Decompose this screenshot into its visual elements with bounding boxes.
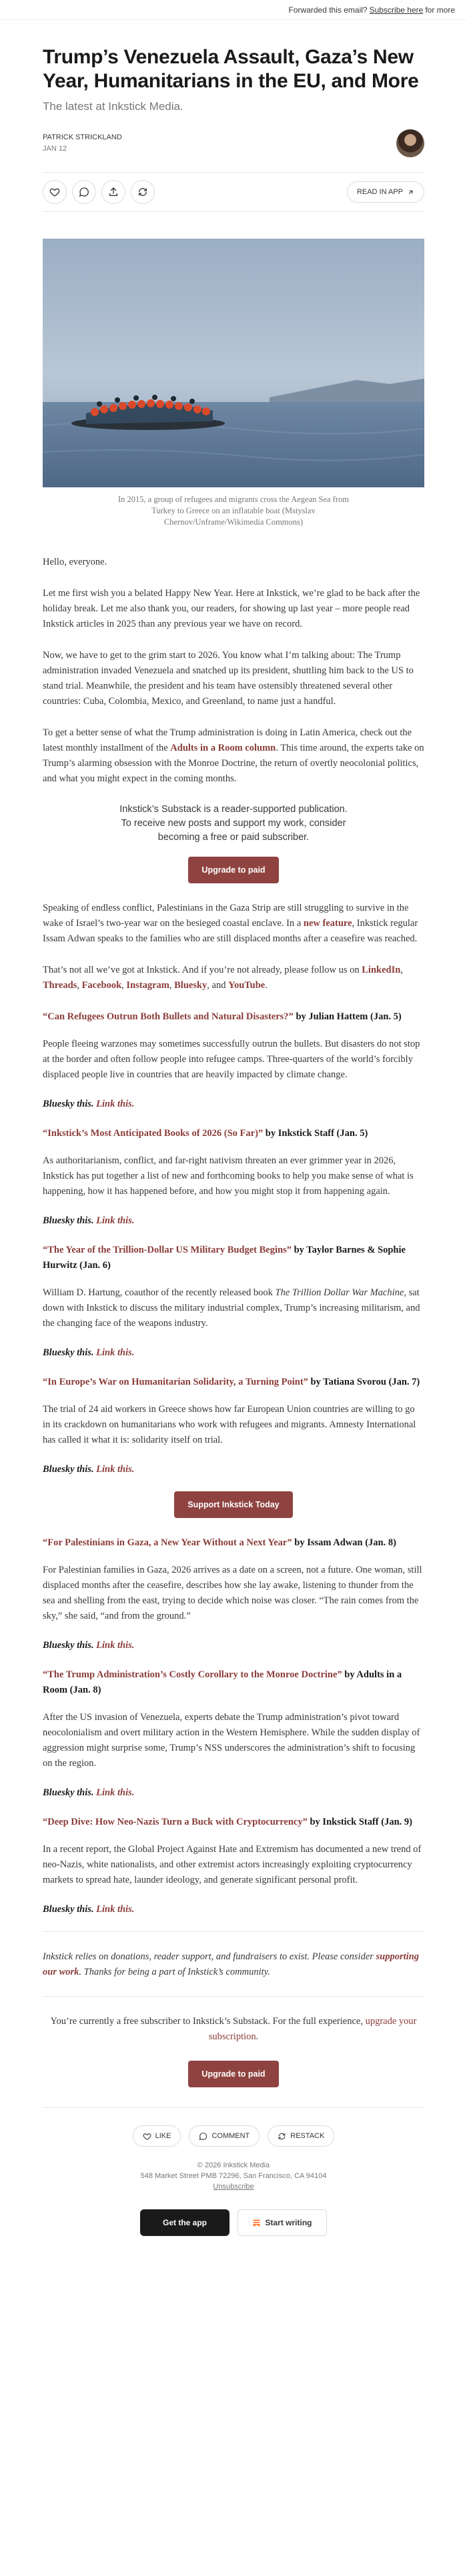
item-share-link[interactable]: Link this. (96, 1099, 135, 1109)
subscribe-link[interactable]: Subscribe here (369, 5, 424, 15)
divider (43, 2107, 424, 2108)
upgrade-to-paid-footer-button[interactable]: Upgrade to paid (188, 2061, 278, 2087)
item-share-line: Bluesky this. Link this. (43, 1787, 135, 1798)
heart-icon (49, 187, 60, 197)
item-share-link[interactable]: Link this. (96, 1904, 135, 1915)
item-share-line: Bluesky this. Link this. (43, 1464, 135, 1475)
bottom-actions (43, 2125, 424, 2147)
author-meta (43, 132, 122, 155)
email-content (43, 45, 424, 2236)
item-share-link[interactable]: Link this. (96, 1215, 135, 1226)
post-title[interactable]: Trump’s Venezuela Assault, Gaza’s New Year, Humanitarians in the EU, and More (43, 46, 419, 92)
get-the-app-button[interactable]: Get the app (140, 2209, 229, 2236)
item-share-line: Bluesky this. Link this. (43, 1215, 135, 1226)
comment-icon (199, 2132, 207, 2141)
item-share-line: Bluesky this. Link this. (43, 1099, 135, 1109)
item-share-line: Bluesky this. Link this. (43, 1904, 135, 1915)
read-in-app-button[interactable] (347, 181, 424, 203)
item-title: “The Year of the Trillion-Dollar US Military Budget Begins” by Taylor Barnes & Sophie Hurwitz (Jan. 6) (43, 1245, 406, 1271)
footer (43, 2160, 424, 2192)
forward-prefix: Forwarded this email? (288, 5, 368, 15)
author-name[interactable]: PATRICK STRICKLAND (43, 133, 122, 141)
item-summary: As authoritarianism, conflict, and far-right nativism threaten an ever grimmer year in 2026, Inkstick has put together a list of new and forthcoming books to help you make sense of what is happening, how it has happened before, and how you might stop it from happening again. (43, 1155, 414, 1197)
item-share-link[interactable]: Link this. (96, 1787, 135, 1798)
item-summary: William D. Hartung, coauthor of the recently released book The Trillion Dollar War Machine, sat down with Inkstick to discuss the military industrial complex, Trump’s increasing militarism, and the changing face of the weapons industry. (43, 1287, 420, 1329)
item-share-line: Bluesky this. Link this. (43, 1640, 135, 1651)
post-subtitle: The latest at Inkstick Media. (43, 100, 183, 113)
item-summary: In a recent report, the Global Project Against Hate and Extremism has documented a new trend of neo-Nazis, white nationalists, and other extremist actors increasingly exploiting cryptocurrency markets to spread hate, launder ideology, and generate significant personal profit. (43, 1844, 422, 1885)
supporting-our-work-link[interactable]: supporting our work (43, 1951, 420, 1977)
heart-icon (143, 2132, 151, 2141)
item-summary: For Palestinian families in Gaza, 2026 arrives as a date on a screen, not a future. One woman, still displaced months after the ceasefire, describes how she lay awake, listening to thunder from the sea and shelling from the east, trying to decide which noise was closer. “The rain comes from the sky,” she said, “and from the ground.” (43, 1565, 422, 1621)
item-summary: After the US invasion of Venezuela, experts debate the Trump administration’s pivot toward neocolonialism and overt military action in the Western Hemisphere. While the sudden display of aggression might surprise some, Trump’s NSS underscores the administration’s shift to focusing on the region. (43, 1712, 420, 1769)
paragraph-2: Now, we have to get to the grim start to 2026. You know what I’m talking about: The Trump administration invaded Venezuela and snatched up its president, shuttling him back to the US to stand trial. Meanwhile, the president and his team have ostensibly threatened several other countries: Cuba, Colombia, Mexico, and Greenland, to name just a handful. (43, 650, 414, 707)
subscribe-prompt (43, 803, 424, 883)
copyright: © 2026 Inkstick Media (197, 2161, 270, 2169)
share-icon (108, 187, 119, 197)
upgrade-to-paid-button[interactable]: Upgrade to paid (188, 857, 278, 883)
item-share-link[interactable]: Link this. (96, 1640, 135, 1651)
item-share-link[interactable]: Link this. (96, 1347, 135, 1358)
item-link[interactable]: “For Palestinians in Gaza, a New Year Without a Next Year” (43, 1537, 292, 1548)
restack-pill-button[interactable]: RESTACK (268, 2125, 334, 2147)
app-buttons (43, 2209, 424, 2236)
paragraph-3: To get a better sense of what the Trump administration is doing in Latin America, check out the latest monthly installment of the Adults in a Room column. This time around, the experts take on Trump’s alarming obsession with the Monroe Doctrine, the return of overtly neocolonial politics, and what you might expect in the coming months. (43, 727, 424, 784)
item-share-link[interactable]: Link this. (96, 1464, 135, 1475)
comment-button[interactable] (72, 180, 96, 204)
subscribe-line-1: Inkstick’s Substack is a reader-supported publication. (119, 804, 348, 815)
support-cta (43, 1491, 424, 1518)
restack-button[interactable] (131, 180, 155, 204)
item-link[interactable]: “The Year of the Trillion-Dollar US Military Budget Begins” (43, 1245, 292, 1255)
item-link[interactable]: “In Europe’s War on Humanitarian Solidarity, a Turning Point” (43, 1377, 308, 1387)
youtube-link[interactable]: YouTube (228, 980, 266, 991)
share-button[interactable] (101, 180, 125, 204)
action-bar (43, 172, 424, 212)
item-link[interactable]: “The Trump Administration’s Costly Corollary to the Monroe Doctrine” (43, 1669, 342, 1680)
threads-link[interactable]: Threads (43, 980, 77, 991)
free-subscriber-note: You’re currently a free subscriber to Inkstick’s Substack. For the full experience, upgrade your subscription. (50, 2016, 417, 2042)
address: 548 Market Street PMB 72296, San Francisco, CA 94104 (140, 2172, 327, 2180)
forward-suffix: for more (425, 5, 455, 15)
support-inkstick-button[interactable]: Support Inkstick Today (174, 1491, 292, 1518)
item-title: “Inkstick’s Most Anticipated Books of 2026 (So Far)” by Inkstick Staff (Jan. 5) (43, 1128, 368, 1139)
paragraph-4: Speaking of endless conflict, Palestinians in the Gaza Strip are still struggling to survive in the wake of Israel’s two-year war on the besieged coastal enclave. In a new feature, Inkstick regular Issam Adwan speaks to the families who are still displaced months after a ceasefire was reached. (43, 903, 418, 944)
new-feature-link[interactable]: new feature (303, 918, 352, 929)
greeting: Hello, everyone. (43, 557, 107, 567)
subscribe-line-2: To receive new posts and support my work, consider becoming a free or paid subscriber. (121, 818, 346, 843)
item-title: “Can Refugees Outrun Both Bullets and Natural Disasters?” by Julian Hattem (Jan. 5) (43, 1011, 402, 1022)
external-arrow-icon (407, 189, 414, 196)
hero-figure (43, 239, 424, 528)
like-button[interactable] (43, 180, 67, 204)
restack-icon (137, 187, 148, 197)
item-title: “For Palestinians in Gaza, a New Year Without a Next Year” by Issam Adwan (Jan. 8) (43, 1537, 396, 1548)
support-disclaimer: Inkstick relies on donations, reader support, and fundraisers to exist. Please consider supporting our work. Thanks for being a part of Inkstick’s community. (43, 1951, 420, 1977)
unsubscribe-link[interactable]: Unsubscribe (213, 2183, 254, 2191)
instagram-link[interactable]: Instagram (126, 980, 169, 991)
facebook-link[interactable]: Facebook (81, 980, 122, 991)
substack-icon (252, 2219, 261, 2227)
item-title: “In Europe’s War on Humanitarian Solidarity, a Turning Point” by Tatiana Svorou (Jan. 7) (43, 1377, 420, 1387)
item-share-line: Bluesky this. Link this. (43, 1347, 135, 1358)
paragraph-5: That’s not all we’ve got at Inkstick. And if you’re not already, please follow us on LinkedIn, Threads, Facebook, Instagram, Bluesky, and YouTube. (43, 965, 403, 991)
upgrade-subscription-link[interactable]: upgrade your subscription (208, 2016, 417, 2042)
item-link[interactable]: “Can Refugees Outrun Both Bullets and Natural Disasters?” (43, 1011, 294, 1022)
hero-caption: In 2015, a group of refugees and migrants cross the Aegean Sea from Turkey to Greece on an inflatable boat (Mstyslav Chernov/Unframe/Wikimedia Commons) (117, 495, 350, 527)
avatar[interactable] (396, 129, 424, 157)
forward-banner (0, 0, 467, 20)
read-in-app-label: READ IN APP (356, 188, 403, 196)
post-body (43, 555, 424, 2236)
post-date: JAN 12 (43, 145, 67, 153)
comment-pill-button[interactable]: COMMENT (189, 2125, 260, 2147)
item-link[interactable]: “Deep Dive: How Neo-Nazis Turn a Buck with Cryptocurrency” (43, 1817, 308, 1827)
linkedin-link[interactable]: LinkedIn (362, 965, 401, 975)
divider (43, 1931, 424, 1932)
bluesky-link[interactable]: Bluesky (174, 980, 207, 991)
divider (43, 1996, 424, 1997)
item-summary: People fleeing warzones may sometimes successfully outrun the bullets. But disasters do not stop at the border and often follow people into refugee camps. Three-quarters of the world’s forcibly displaced people live in countries that are heavily impacted by climate change. (43, 1039, 420, 1080)
start-writing-button[interactable]: Start writing (238, 2209, 327, 2236)
paragraph-1: Let me first wish you a belated Happy New Year. Here at Inkstick, we’re glad to be back after the holiday break. Let me also thank you, our readers, for showing up last year – more people read Inkstick articles in 2025 than any previous year we have on record. (43, 588, 420, 629)
item-link[interactable]: “Inkstick’s Most Anticipated Books of 2026 (So Far)” (43, 1128, 264, 1139)
adults-in-room-link[interactable]: Adults in a Room column (170, 743, 276, 753)
restack-icon (278, 2132, 286, 2141)
comment-icon (79, 187, 89, 197)
like-pill-button[interactable]: LIKE (133, 2125, 181, 2147)
item-summary: The trial of 24 aid workers in Greece shows how far European Union countries are willing to go in its crackdown on humanitarians who work with refugees and migrants. Amnesty International has called it what it is: solidarity itself on trial. (43, 1404, 416, 1445)
item-title: “Deep Dive: How Neo-Nazis Turn a Buck with Cryptocurrency” by Inkstick Staff (Jan. 9) (43, 1817, 412, 1827)
hero-image[interactable] (43, 239, 424, 487)
byline (43, 129, 424, 157)
item-title: “The Trump Administration’s Costly Corollary to the Monroe Doctrine” by Adults in a Room (Jan. 8) (43, 1669, 402, 1695)
